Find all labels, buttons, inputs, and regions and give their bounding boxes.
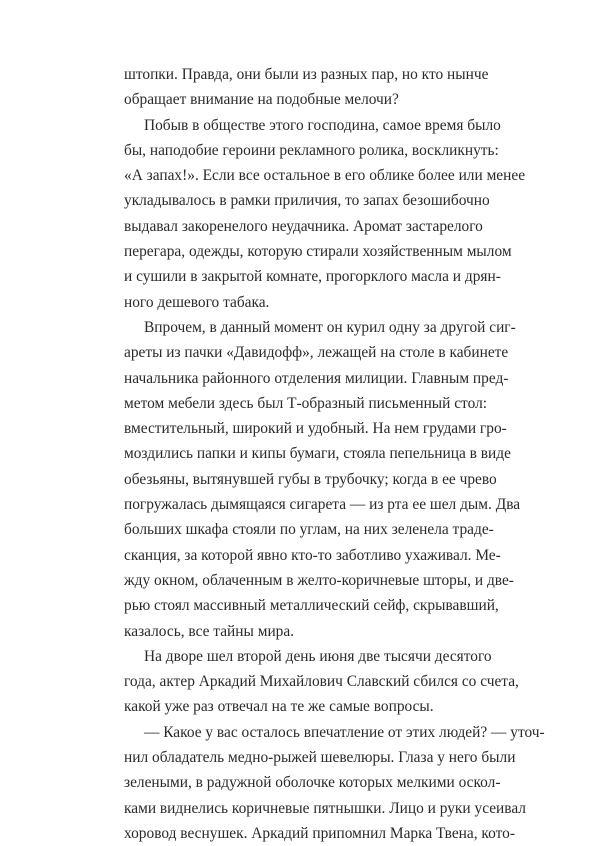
text-line: Побыв в обществе этого господина, самое время было: [144, 116, 501, 134]
text-line: жду окном, облаченным в желто-коричневые шторы, и две-: [124, 571, 514, 589]
text-line: какой уже раз отвечал на те же самые вопросы.: [124, 698, 434, 716]
text-line: зелеными, в радужной оболочке которых мелкими оскол-: [124, 774, 501, 792]
text-line: бы, наподобие героини рекламного ролика, воскликнуть:: [124, 141, 499, 159]
paragraph: [124, 644, 519, 720]
text-line: нил обладатель медно-рыжей шевелюры. Глаза у него были: [124, 749, 516, 767]
paragraph: [124, 62, 489, 113]
text-line: перегара, одежды, которую стирали хозяйственным мылом: [124, 243, 512, 261]
text-line: ками виднелись коричневые пятнышки. Лицо и руки усеивал: [124, 799, 526, 817]
text-line: обращает внимание на подобные мелочи?: [124, 91, 399, 109]
text-line: погружалась дымящаяся сигарета — из рта ее шел дым. Два: [124, 496, 521, 514]
text-line: — Какое у вас осталось впечатление от этих людей? — уточ-: [144, 723, 545, 741]
text-line: штопки. Правда, они были из разных пар, но кто нынче: [124, 66, 489, 83]
text-line: На дворе шел второй день июня две тысячи десятого: [144, 647, 492, 665]
text-line: больших шкафа стояли по углам, на них зеленела траде-: [124, 521, 494, 539]
text-line: начальника районного отделения милиции. Главным пред-: [124, 369, 509, 387]
text-line: ареты из пачки «Давидофф», лежащей на столе в кабинете: [124, 344, 509, 362]
text-line: Впрочем, в данный момент он курил одну за другой сиг-: [144, 318, 516, 336]
text-line: выдавал закоренелого неудачника. Аромат застарелого: [124, 217, 483, 235]
paragraph: [124, 720, 545, 846]
text-line: метом мебели здесь был Т-образный письменный стол:: [124, 394, 488, 412]
text-line: хоровод веснушек. Аркадий припомнил Марка Твена, кото-: [124, 824, 515, 842]
text-line: и сушили в закрытой комнате, прогорклого масла и дрян-: [124, 268, 501, 286]
text-line: года, актер Аркадий Михайлович Славский сбился со счета,: [124, 673, 519, 691]
paragraph: [124, 113, 526, 315]
text-line: моздились папки и кипы бумаги, стояла пепельница в виде: [124, 445, 511, 463]
text-line: обезьяны, вытянувшей губы в трубочку; когда в ее чрево: [124, 470, 497, 488]
paragraph: [124, 315, 521, 644]
text-line: казалось, все тайны мира.: [124, 622, 295, 640]
text-line: сканция, за которой явно кто-то заботливо ухаживал. Ме-: [124, 546, 501, 564]
text-line: рью стоял массивный металлический сейф, скрывавший,: [124, 597, 499, 615]
text-line: вместительный, широкий и удобный. На нем грудами гро-: [124, 420, 507, 438]
body-text: [124, 62, 545, 846]
text-line: «А запах!». Если все остальное в его облике более или менее: [124, 167, 526, 185]
text-line: ного дешевого табака.: [124, 293, 270, 311]
text-line: укладывалось в рамки приличия, то запах безошибочно: [124, 192, 490, 210]
